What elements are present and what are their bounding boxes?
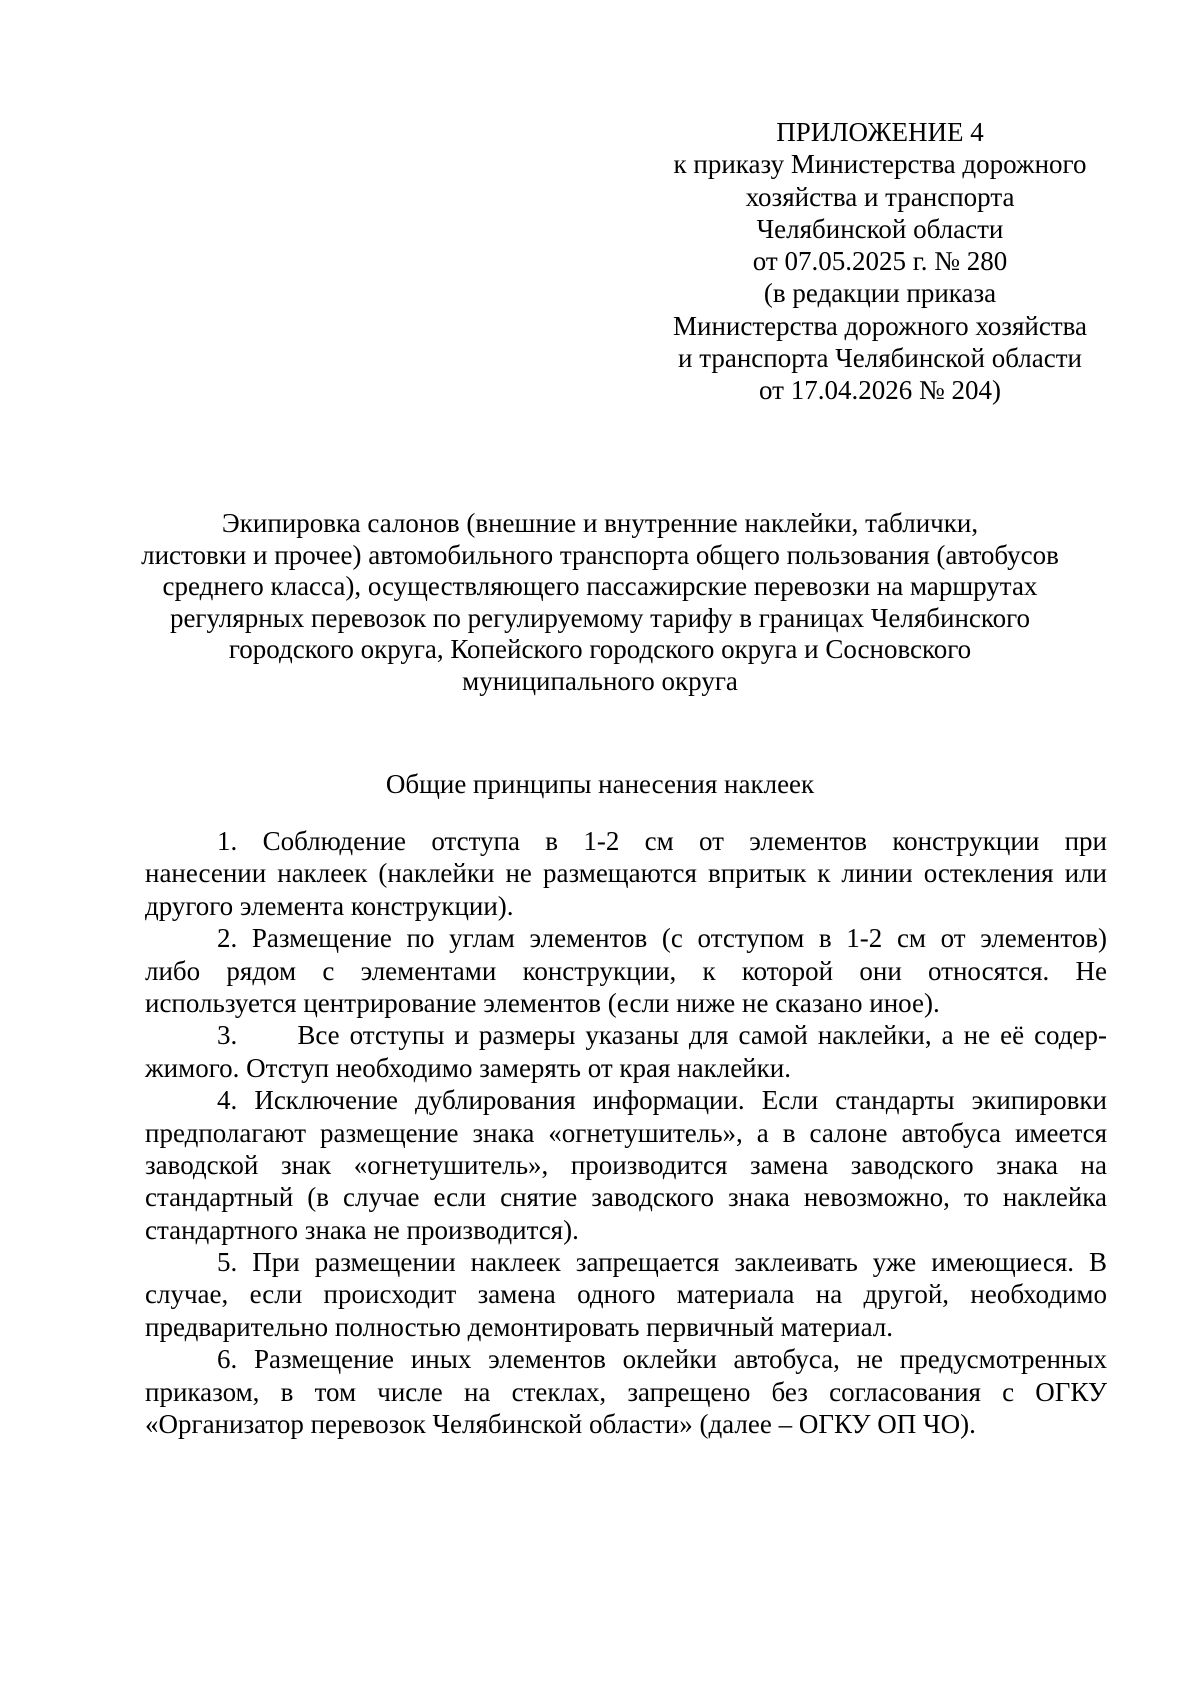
- item-line: 4. Исключение дублирования информации. Если стандарты экипировки: [217, 1085, 1107, 1116]
- item-line: нанесении наклеек (наклейки не размещаются впритык к линии остекления или: [145, 858, 1107, 889]
- document-title: [130, 508, 1070, 698]
- item-line: 2. Размещение по углам элементов (с отступом в 1-2 см от элементов): [217, 923, 1107, 954]
- item-line: 3. Все отступы и размеры указаны для самой наклейки, а не её содер-: [217, 1020, 1107, 1051]
- item-line: либо рядом с элементами конструкции, к которой они относятся. Не: [145, 955, 1107, 986]
- appendix-line: хозяйства и транспорта: [745, 181, 1015, 212]
- appendix-line: от 07.05.2025 г. № 280: [752, 246, 1008, 277]
- title-line: регулярных перевозок по регулируемому тарифу в границах Челябинского: [169, 602, 1031, 633]
- item-line: 6. Размещение иных элементов оклейки автобуса, не предусмотренных: [217, 1344, 1107, 1375]
- appendix-line: ПРИЛОЖЕНИЕ 4: [776, 117, 984, 147]
- list-item: [145, 1343, 1107, 1440]
- appendix-line: Челябинской области: [756, 213, 1004, 244]
- title-line: листовки и прочее) автомобильного транспорта общего пользования (автобусов: [141, 539, 1059, 570]
- list-item: [145, 1084, 1107, 1246]
- appendix-header: [630, 116, 1130, 407]
- appendix-line: и транспорта Челябинской области: [678, 343, 1082, 374]
- title-line: среднего класса), осуществляющего пассажирские перевозки на маршрутах: [162, 571, 1038, 602]
- list-item: [145, 1019, 1107, 1084]
- appendix-line: от 17.04.2026 № 204): [759, 375, 1001, 406]
- item-line: 1. Соблюдение отступа в 1-2 см от элементов конструкции при: [217, 826, 1107, 856]
- item-line: предварительно полностью демонтировать первичный материал.: [145, 1311, 894, 1342]
- title-line: городского округа, Копейского городского округа и Сосновского: [228, 634, 972, 665]
- title-line: Экипировка салонов (внешние и внутренние наклейки, таблички,: [221, 508, 979, 538]
- section-title: Общие принципы нанесения наклеек: [385, 769, 815, 799]
- appendix-line: к приказу Министерства дорожного: [673, 149, 1087, 180]
- item-line: предполагают размещение знака «огнетушитель», а в салоне автобуса имеется: [145, 1117, 1107, 1148]
- title-line: муниципального округа: [462, 665, 738, 696]
- list-item: [145, 922, 1107, 1019]
- list-item: [145, 1246, 1107, 1343]
- item-line: жимого. Отступ необходимо замерять от края наклейки.: [145, 1052, 791, 1083]
- list-item: [145, 825, 1107, 922]
- item-line: стандартный (в случае если снятие заводского знака невозможно, то наклейка: [145, 1182, 1107, 1213]
- item-line: используется центрирование элементов (если ниже не сказано иное).: [145, 987, 940, 1018]
- item-line: 5. При размещении наклеек запрещается заклеивать уже имеющиеся. В: [217, 1247, 1107, 1278]
- appendix-line: Министерства дорожного хозяйства: [672, 310, 1088, 341]
- item-line: заводской знак «огнетушитель», производится замена заводского знака на: [145, 1149, 1107, 1180]
- principles-list: [145, 825, 1107, 1440]
- item-line: приказом, в том числе на стеклах, запрещено без согласования с ОГКУ: [145, 1376, 1107, 1407]
- item-line: другого элемента конструкции).: [145, 890, 514, 921]
- item-line: «Организатор перевозок Челябинской области» (далее – ОГКУ ОП ЧО).: [145, 1409, 976, 1440]
- item-line: стандартного знака не производится).: [145, 1214, 579, 1245]
- item-line: случае, если происходит замена одного материала на другой, необходимо: [145, 1279, 1107, 1310]
- appendix-line: (в редакции приказа: [763, 278, 997, 309]
